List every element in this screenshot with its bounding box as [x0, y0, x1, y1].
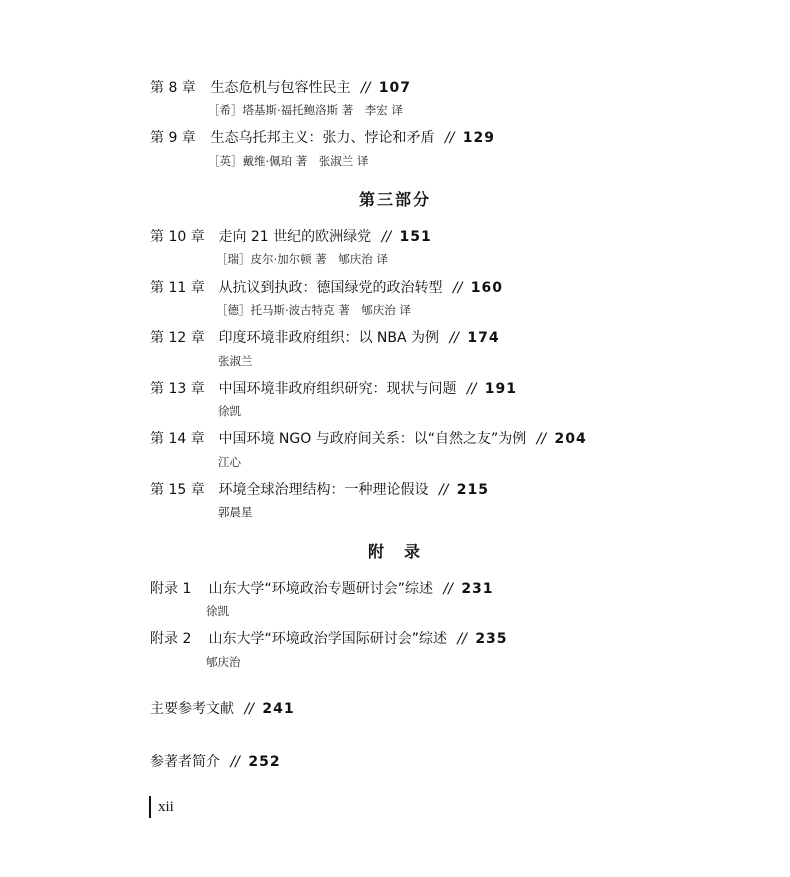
page-separator: // — [230, 754, 240, 770]
page-separator: // — [536, 431, 547, 447]
chapter-author: 郭晨星 — [218, 505, 253, 519]
chapter-title: 生态危机与包容性民主 — [210, 80, 351, 96]
toc-entry-contributors[interactable] — [150, 753, 281, 771]
page-separator: // — [452, 280, 463, 296]
chapter-author: 徐凯 — [218, 404, 241, 418]
chapter-author: ［英］戴维·佩珀 著 张淑兰 译 — [208, 154, 369, 168]
page-number: 241 — [262, 701, 295, 717]
chapter-author: ［希］塔基斯·福托鲍洛斯 著 李宏 译 — [208, 103, 403, 117]
appendix-author: 徐凯 — [206, 604, 229, 618]
chapter-title: 从抗议到执政：德国绿党的政治转型 — [218, 280, 443, 296]
toc-entry-ch12[interactable] — [150, 329, 500, 347]
page-number: 151 — [399, 229, 432, 245]
page-number: 235 — [475, 631, 508, 647]
chapter-title: 环境全球治理结构：一种理论假设 — [218, 482, 429, 498]
chapter-title: 中国环境 NGO 与政府间关系：以“自然之友”为例 — [218, 431, 527, 447]
bibliography-title: 主要参考文献 — [150, 701, 234, 717]
toc-entry-ch13[interactable] — [150, 380, 517, 398]
page-number: 231 — [461, 581, 494, 597]
page-separator: // — [360, 80, 371, 96]
chapter-number: 第 15 章 — [150, 482, 205, 498]
page-separator: // — [244, 701, 254, 717]
page-separator: // — [457, 631, 467, 647]
page-separator: // — [444, 130, 455, 146]
chapter-author: 江心 — [218, 455, 241, 469]
toc-entry-ch8[interactable] — [150, 79, 411, 97]
part-heading: 第三部分 — [358, 190, 431, 209]
toc-entry-ch11[interactable] — [150, 279, 503, 297]
page-number: 160 — [470, 280, 504, 296]
chapter-author: ［德］托马斯·波古特克 著 郇庆治 译 — [216, 303, 411, 317]
page-number: 129 — [462, 130, 496, 146]
toc-entry-bibliography[interactable] — [150, 700, 295, 718]
appendix-heading: 附 录 — [367, 542, 422, 561]
page-number: 174 — [467, 330, 500, 346]
page-number: 215 — [456, 482, 490, 498]
appendix-title: 山东大学“环境政治学国际研讨会”综述 — [208, 631, 447, 647]
contributors-title: 参著者简介 — [150, 754, 220, 770]
chapter-number: 第 12 章 — [150, 330, 205, 346]
appendix-title: 山东大学“环境政治专题研讨会”综述 — [208, 581, 433, 597]
page-separator: // — [449, 330, 459, 346]
page-number: 107 — [378, 80, 412, 96]
toc-entry-ch10[interactable] — [150, 228, 432, 246]
appendix-author: 郇庆治 — [206, 655, 241, 669]
page-separator: // — [443, 581, 453, 597]
page-number: 252 — [248, 754, 281, 770]
chapter-number: 第 9 章 — [150, 130, 196, 146]
appendix-number: 附录 1 — [150, 581, 192, 597]
chapter-number: 第 14 章 — [150, 431, 205, 447]
chapter-title: 走向 21 世纪的欧洲绿党 — [218, 229, 372, 245]
page-separator: // — [466, 381, 477, 397]
chapter-number: 第 11 章 — [150, 280, 205, 296]
chapter-title: 印度环境非政府组织：以 NBA 为例 — [218, 330, 440, 346]
appendix-number: 附录 2 — [150, 631, 192, 647]
page-separator: // — [438, 482, 449, 498]
toc-entry-appendix2[interactable] — [150, 630, 508, 648]
chapter-author: 张淑兰 — [218, 354, 253, 368]
toc-entry-ch15[interactable] — [150, 481, 489, 499]
toc-entry-ch14[interactable] — [150, 430, 587, 448]
footer-rule — [149, 796, 151, 818]
chapter-author: ［瑞］皮尔·加尔顿 著 郇庆治 译 — [216, 252, 388, 266]
chapter-number: 第 10 章 — [150, 229, 205, 245]
toc-entry-ch9[interactable] — [150, 129, 495, 147]
chapter-number: 第 13 章 — [150, 381, 205, 397]
chapter-number: 第 8 章 — [150, 80, 196, 96]
toc-entry-appendix1[interactable] — [150, 580, 494, 598]
chapter-title: 生态乌托邦主义：张力、悖论和矛盾 — [210, 130, 435, 146]
chapter-title: 中国环境非政府组织研究：现状与问题 — [218, 381, 457, 397]
page-number: 204 — [554, 431, 587, 447]
page-number: 191 — [484, 381, 518, 397]
page-separator: // — [381, 229, 392, 245]
footer-page-number: xii — [158, 799, 174, 815]
